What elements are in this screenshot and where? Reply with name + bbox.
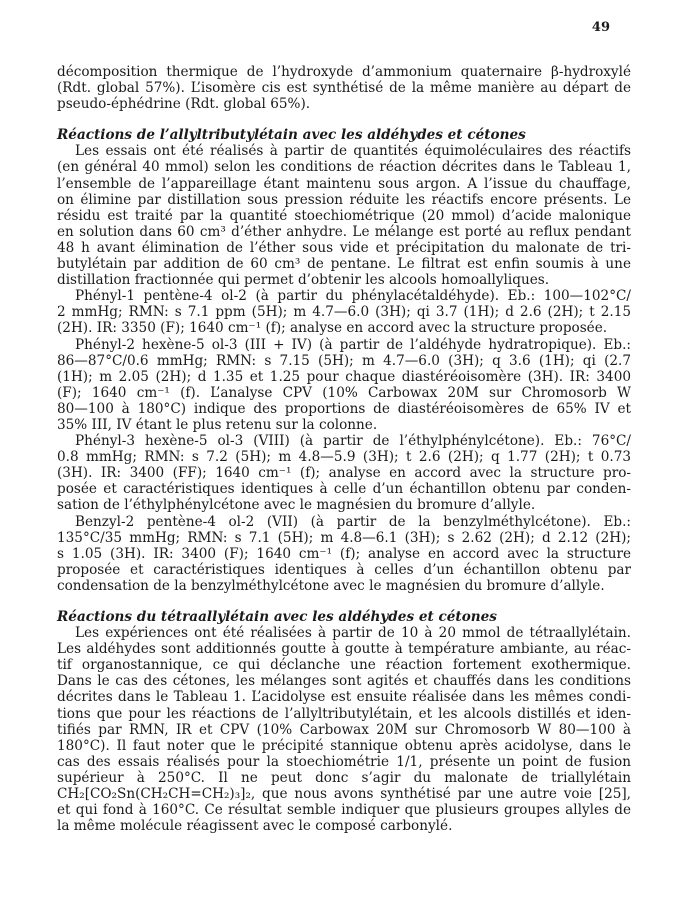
text-line: condensation de la benzylméthylcétone avec le magnésien du bromure d’allyle. xyxy=(57,577,605,594)
text-line: Dans le cas des cétones, les mélanges sont agités et chauffés dans les conditions xyxy=(57,673,631,690)
section-heading-allyltributyltin: Réactions de l’allyltributylétain avec les aldéhydes et cétones xyxy=(57,127,526,144)
page-number: 49 xyxy=(591,20,610,35)
compound-entry-1 xyxy=(57,288,631,336)
text-line: sation de l’éthylphénylcétone avec le magnésien du bromure d’allyle. xyxy=(57,497,536,514)
text-line: Les expériences ont été réalisées à partir de 10 à 20 mmol de tétraallylétain. xyxy=(75,625,631,642)
text-line: Les essais ont été réalisés à partir de quantités équimoléculaires des réactifs xyxy=(75,143,631,160)
text-line: on élimine par distillation sous pression réduite les réactifs encore présents. Le xyxy=(57,191,631,208)
text-line: distillation fractionnée qui permet d’obtenir les alcools homoallyliques. xyxy=(57,272,550,289)
text-line: (1H); m 2.05 (2H); d 1.35 et 1.25 pour chaque diastéréoisomère (3H). IR: 3400 xyxy=(57,368,631,385)
text-line: la même molécule réagissent avec le composé carbonylé. xyxy=(57,818,453,835)
text-line: tions que pour les réactions de l’allyltributylétain, et les alcools distillés et iden- xyxy=(57,705,631,722)
text-line: proposée et caractéristiques identiques à celles d’un échantillon obtenu par xyxy=(57,561,631,578)
text-line: tif organostannique, ce qui déclanche une réaction fortement exothermique. xyxy=(57,657,631,674)
paragraph-procedure xyxy=(57,143,631,288)
text-line: en solution dans 60 cm³ d’éther anhydre. Le mélange est porté au reflux pendant xyxy=(57,223,631,240)
section-heading-tetraallyltin: Réactions du tétraallylétain avec les aldéhydes et cétones xyxy=(57,609,497,625)
text-line: Phényl-3 hexène-5 ol-3 (VIII) (à partir de l’éthylphénylcétone). Eb.: 76°C/ xyxy=(75,433,631,450)
text-line: 80—100 à 180°C) indique des proportions de diastéréoisomères de 65% IV et xyxy=(57,400,631,417)
paragraph-tetraallyltin xyxy=(57,625,631,834)
text-line: s 1.05 (3H). IR: 3400 (F); 1640 cm⁻¹ (f); analyse en accord avec la structure xyxy=(57,545,631,562)
text-line: (2H). IR: 3350 (F); 1640 cm⁻¹ (f); analyse en accord avec la structure proposée. xyxy=(57,320,608,337)
text-line: Les aldéhydes sont additionnés goutte à goutte à température ambiante, au réac- xyxy=(57,641,631,658)
text-line: Phényl-2 hexène-5 ol-3 (III + IV) (à partir de l’aldéhyde hydratropique). Eb.: xyxy=(75,336,631,353)
text-line: Benzyl-2 pentène-4 ol-2 (VII) (à partir de la benzylméthylcétone). Eb.: xyxy=(75,513,631,530)
text-line: 0.8 mmHg; RMN: s 7.2 (5H); m 4.8—5.9 (3H); t 2.6 (2H); q 1.77 (2H); t 0.73 xyxy=(57,449,631,466)
text-line: décrites dans le Tableau 1. L’acidolyse est ensuite réalisée dans les mêmes condi- xyxy=(57,689,631,706)
text-line: 48 h avant élimination de l’éther sous vide et précipitation du malonate de tri- xyxy=(57,239,631,256)
text-line: (en général 40 mmol) selon les conditions de réaction décrites dans le Tableau 1, xyxy=(57,159,631,176)
text-line: l’ensemble de l’appareillage étant maintenu sous argon. A l’issue du chauffage, xyxy=(57,175,631,192)
text-line: Phényl-1 pentène-4 ol-2 (à partir du phénylacétaldéhyde). Eb.: 100—102°C/ xyxy=(75,288,631,305)
text-line: (3H). IR: 3400 (FF); 1640 cm⁻¹ (f); analyse en accord avec la structure pro- xyxy=(57,465,631,482)
text-line: CH₂[CO₂Sn(CH₂CH=CH₂)₃]₂, que nous avons synthétisé par une autre voie [25], xyxy=(57,786,631,803)
text-line: 135°C/35 mmHg; RMN: s 7.1 (5H); m 4.8—6.1 (3H); s 2.62 (2H); d 2.12 (2H); xyxy=(57,529,631,546)
text-line: 86—87°C/0.6 mmHg; RMN: s 7.15 (5H); m 4.7—6.0 (3H); q 3.6 (1H); qi (2.7 xyxy=(57,352,631,369)
text-line: 35% III, IV étant le plus retenu sur la colonne. xyxy=(57,416,378,433)
text-line: et qui fond à 160°C. Ce résultat semble indiquer que plusieurs groupes allyles de xyxy=(57,802,631,819)
text-line: résidu est traité par la quantité stoechiométrique (20 mmol) d’acide malonique xyxy=(57,207,631,224)
text-line: posée et caractéristiques identiques à celle d’un échantillon obtenu par conden- xyxy=(57,481,631,498)
text-line: 180°C). Il faut noter que le précipité stannique obtenu après acidolyse, dans le xyxy=(57,737,631,754)
compound-entry-2 xyxy=(57,337,631,434)
text-line: (F); 1640 cm⁻¹ (f). L’analyse CPV (10% Carbowax 20M sur Chromosorb W xyxy=(57,384,631,401)
text-line: 2 mmHg; RMN: s 7.1 ppm (5H); m 4.7—6.0 (3H); qi 3.7 (1H); d 2.6 (2H); t 2.15 xyxy=(57,304,631,321)
compound-entry-3 xyxy=(57,433,631,513)
text-line: tifiés par RMN, IR et CPV (10% Carbowax 20M sur Chromosorb W 80—100 à xyxy=(57,721,631,738)
text-line: butylétain par addition de 60 cm³ de pentane. Le filtrat est enfin soumis à une xyxy=(57,256,631,273)
compound-entry-4 xyxy=(57,514,631,594)
text-line: décomposition thermique de l’hydroxyde d’ammonium quaternaire β-hydroxylé xyxy=(57,64,631,80)
text-line: pseudo-éphédrine (Rdt. global 65%). xyxy=(57,96,311,113)
text-line: (Rdt. global 57%). L’isomère cis est synthétisé de la même manière au départ de xyxy=(57,80,631,97)
paragraph-intro xyxy=(57,64,631,112)
body-text xyxy=(57,64,631,834)
text-line: supérieur à 250°C. Il ne peut donc s’agir du malonate de triallylétain xyxy=(57,769,631,786)
text-line: cas des essais réalisés pour la stoechiométrie 1/1, présente un point de fusion xyxy=(57,753,631,770)
